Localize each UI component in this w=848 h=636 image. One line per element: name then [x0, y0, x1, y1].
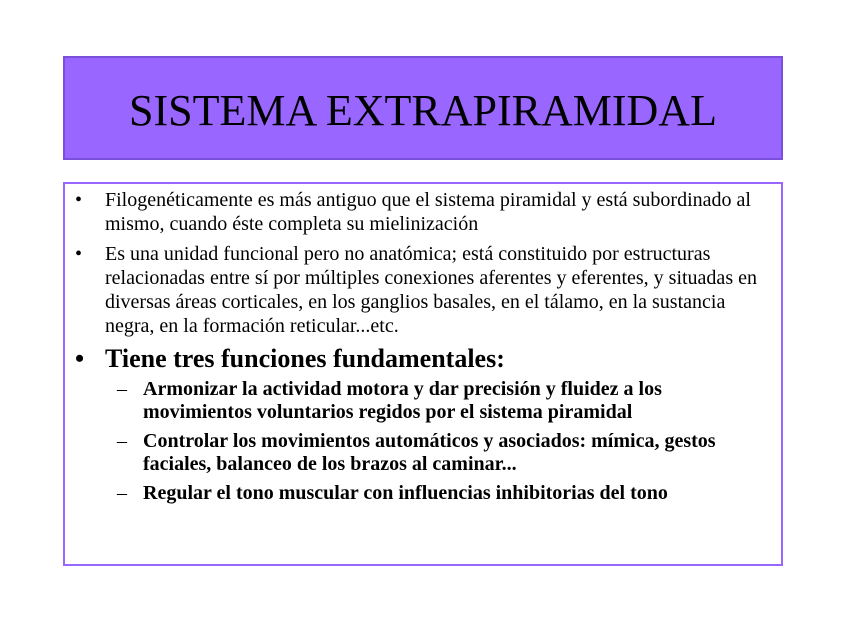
sub-bullet-text: Controlar los movimientos automáticos y asociados: mímica, gestos faciales, balanceo de los brazos al caminar... [143, 430, 716, 475]
sub-bullet-text: Regular el tono muscular con influencias inhibitorias del tono [143, 482, 668, 504]
sub-bullet-item [73, 378, 769, 424]
bullet-marker: • [75, 344, 85, 373]
sub-bullet-marker: – [117, 482, 127, 504]
bullet-item [73, 242, 769, 338]
bullet-text: Filogenéticamente es más antiguo que el sistema piramidal y está subordinado al mismo, cuando éste completa su mielinización [105, 189, 751, 235]
bullet-list [73, 188, 769, 374]
sub-bullet-text: Armonizar la actividad motora y dar precisión y fluidez a los movimientos voluntarios regidos por el sistema piramidal [143, 378, 662, 423]
sub-bullet-list [73, 378, 769, 505]
bullet-item-functions [73, 344, 769, 374]
slide-title-box [63, 56, 783, 160]
sub-bullet-item [73, 430, 769, 476]
slide-content-box [63, 182, 783, 566]
bullet-marker: • [75, 243, 83, 265]
sub-bullet-item [73, 482, 769, 505]
slide-title: SISTEMA EXTRAPIRAMIDAL [129, 85, 717, 135]
bullet-text: Es una unidad funcional pero no anatómica; está constituido por estructuras relacionadas entre sí por múltiples conexiones aferentes y eferentes, y situadas en diversas áreas corticales, en los ganglios basales, en el tálamo, en la sustancia negra, en la formación reticular...etc. [105, 243, 757, 337]
bullet-marker: • [75, 189, 83, 211]
sub-bullet-marker: – [117, 430, 127, 452]
bullet-text: Tiene tres funciones fundamentales: [105, 344, 505, 373]
sub-bullet-marker: – [117, 378, 127, 400]
bullet-item [73, 188, 769, 236]
